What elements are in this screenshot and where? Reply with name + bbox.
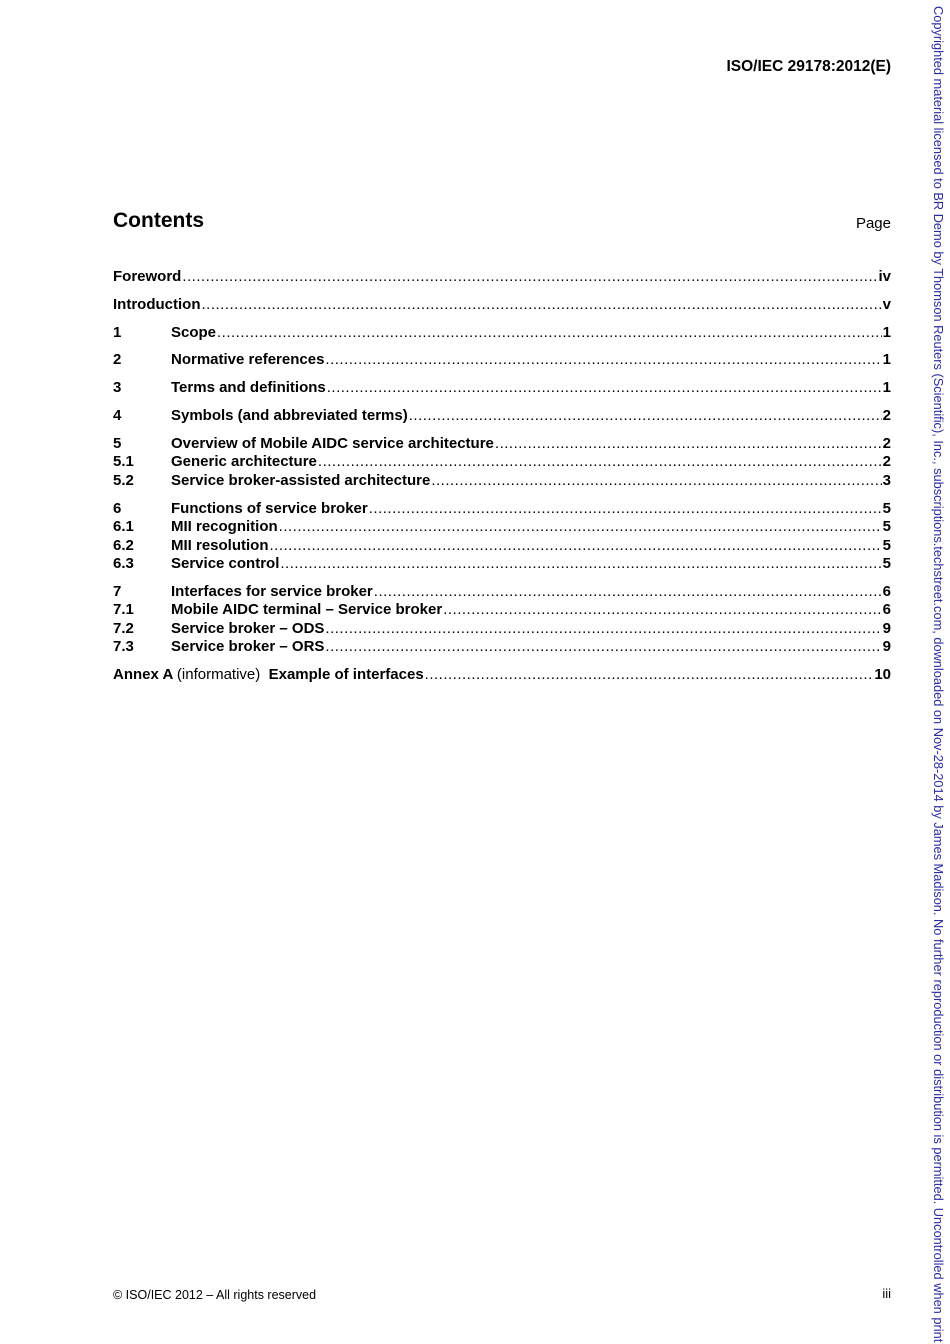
toc-entry-label: Introduction	[113, 295, 201, 313]
toc-entry-page: 5	[882, 499, 891, 517]
toc-entry-page: 2	[882, 434, 891, 452]
toc-entry-label: Normative references	[171, 351, 325, 369]
watermark-text: Copyrighted material licensed to BR Demo by Thomson Reuters (Scientific), Inc., subscriptions.techstreet.com, downloaded on Nov-28-2014 by James Madison. No further reproduction or distribution is permitted. Uncontrolled when print	[931, 6, 946, 1343]
license-watermark	[928, 6, 948, 1344]
toc-entry-label: Service broker-assisted architecture	[171, 471, 431, 489]
leader-dots	[327, 379, 882, 398]
toc-entry-label: Foreword	[113, 268, 182, 285]
leader-dots	[495, 435, 882, 454]
toc-entry-1[interactable]	[113, 324, 891, 343]
toc-entry-page: 6	[882, 582, 891, 600]
leader-dots	[318, 453, 882, 472]
toc-entry-5[interactable]	[113, 435, 891, 454]
footer-page-number: iii	[882, 1286, 891, 1301]
leader-dots	[443, 601, 881, 620]
toc-entry-number: 6	[113, 499, 122, 517]
leader-dots	[409, 407, 882, 426]
leader-dots	[369, 500, 882, 519]
toc-entry-5-1[interactable]	[113, 453, 891, 472]
table-of-contents	[113, 268, 891, 685]
toc-entry-page: iv	[878, 268, 891, 285]
leader-dots	[280, 555, 881, 574]
toc-entry-number: 2	[113, 351, 122, 369]
toc-entry-label: Service broker – ORS	[171, 638, 325, 656]
toc-entry-number: 5	[113, 434, 122, 452]
toc-entry-6-2[interactable]	[113, 537, 891, 556]
toc-entry-page: 2	[882, 453, 891, 471]
annex-title: Example of interfaces	[268, 666, 424, 684]
toc-entry-number: 7	[113, 582, 122, 600]
toc-entry-page: 6	[882, 601, 891, 619]
toc-entry-label: Mobile AIDC terminal – Service broker	[171, 601, 443, 619]
leader-dots	[325, 620, 881, 639]
toc-entry-4[interactable]	[113, 407, 891, 426]
toc-entry-6-1[interactable]	[113, 518, 891, 537]
toc-entry-label: Service control	[171, 555, 280, 573]
page-column-label: Page	[855, 215, 891, 232]
toc-entry-label: MII recognition	[171, 518, 278, 536]
toc-entry-number: 7.1	[113, 601, 134, 619]
toc-entry-number: 1	[113, 323, 122, 341]
leader-dots	[217, 324, 882, 343]
toc-entry-number: 4	[113, 406, 122, 424]
document-id: ISO/IEC 29178:2012(E)	[726, 58, 891, 75]
toc-entry-label: Interfaces for service broker	[171, 582, 373, 600]
toc-entry-7-2[interactable]	[113, 620, 891, 639]
toc-entry-number: 7.3	[113, 638, 134, 656]
toc-entry-page: 2	[882, 406, 891, 424]
toc-entry-page: 10	[874, 666, 891, 684]
toc-entry-page: 9	[882, 638, 891, 656]
toc-entry-number: 6.3	[113, 555, 134, 573]
annex-type: (informative)	[176, 666, 261, 684]
leader-dots	[270, 537, 882, 556]
toc-entry-number: 6.2	[113, 536, 134, 554]
leader-dots	[325, 638, 881, 657]
toc-entry-page: 1	[882, 379, 891, 397]
toc-entry-page: 9	[882, 619, 891, 637]
annex-label	[113, 666, 424, 685]
toc-entry-number: 6.1	[113, 518, 134, 536]
toc-entry-introduction[interactable]	[113, 296, 891, 315]
toc-entry-number: 3	[113, 379, 122, 397]
toc-entry-page: 3	[882, 471, 891, 489]
leader-dots	[374, 583, 882, 602]
toc-entry-6-3[interactable]	[113, 555, 891, 574]
toc-entry-label: Overview of Mobile AIDC service architecture	[171, 434, 494, 452]
leader-dots	[201, 296, 881, 315]
toc-entry-page: 1	[882, 351, 891, 369]
toc-entry-label: Functions of service broker	[171, 499, 368, 517]
leader-dots	[182, 268, 877, 287]
toc-entry-page: 5	[882, 518, 891, 536]
contents-title: Contents	[113, 209, 204, 232]
toc-entry-number: 7.2	[113, 619, 134, 637]
toc-entry-5-2[interactable]	[113, 472, 891, 491]
toc-entry-label: Terms and definitions	[171, 379, 326, 397]
leader-dots	[279, 518, 882, 537]
toc-entry-7-1[interactable]	[113, 601, 891, 620]
footer-copyright: © ISO/IEC 2012 – All rights reserved	[113, 1288, 317, 1302]
toc-entry-number: 5.2	[113, 471, 134, 489]
toc-entry-2[interactable]	[113, 351, 891, 370]
toc-entry-7-3[interactable]	[113, 638, 891, 657]
leader-dots	[431, 472, 881, 491]
toc-entry-page: 5	[882, 536, 891, 554]
toc-entry-label: MII resolution	[171, 536, 269, 554]
toc-entry-page: v	[882, 295, 891, 313]
toc-entry-7[interactable]	[113, 583, 891, 602]
toc-entry-label: Symbols (and abbreviated terms)	[171, 406, 408, 424]
toc-entry-label: Generic architecture	[171, 453, 317, 471]
toc-entry-label: Scope	[171, 323, 217, 341]
toc-entry-label: Service broker – ODS	[171, 619, 325, 637]
toc-entry-foreword[interactable]	[113, 268, 891, 287]
leader-dots	[425, 666, 874, 685]
toc-entry-page: 5	[882, 555, 891, 573]
toc-entry-6[interactable]	[113, 500, 891, 519]
leader-dots	[325, 351, 881, 370]
annex-id: Annex A	[113, 666, 173, 684]
toc-entry-annex-a[interactable]	[113, 666, 891, 685]
toc-entry-page: 1	[882, 323, 891, 341]
toc-entry-3[interactable]	[113, 379, 891, 398]
toc-entry-number: 5.1	[113, 453, 134, 471]
